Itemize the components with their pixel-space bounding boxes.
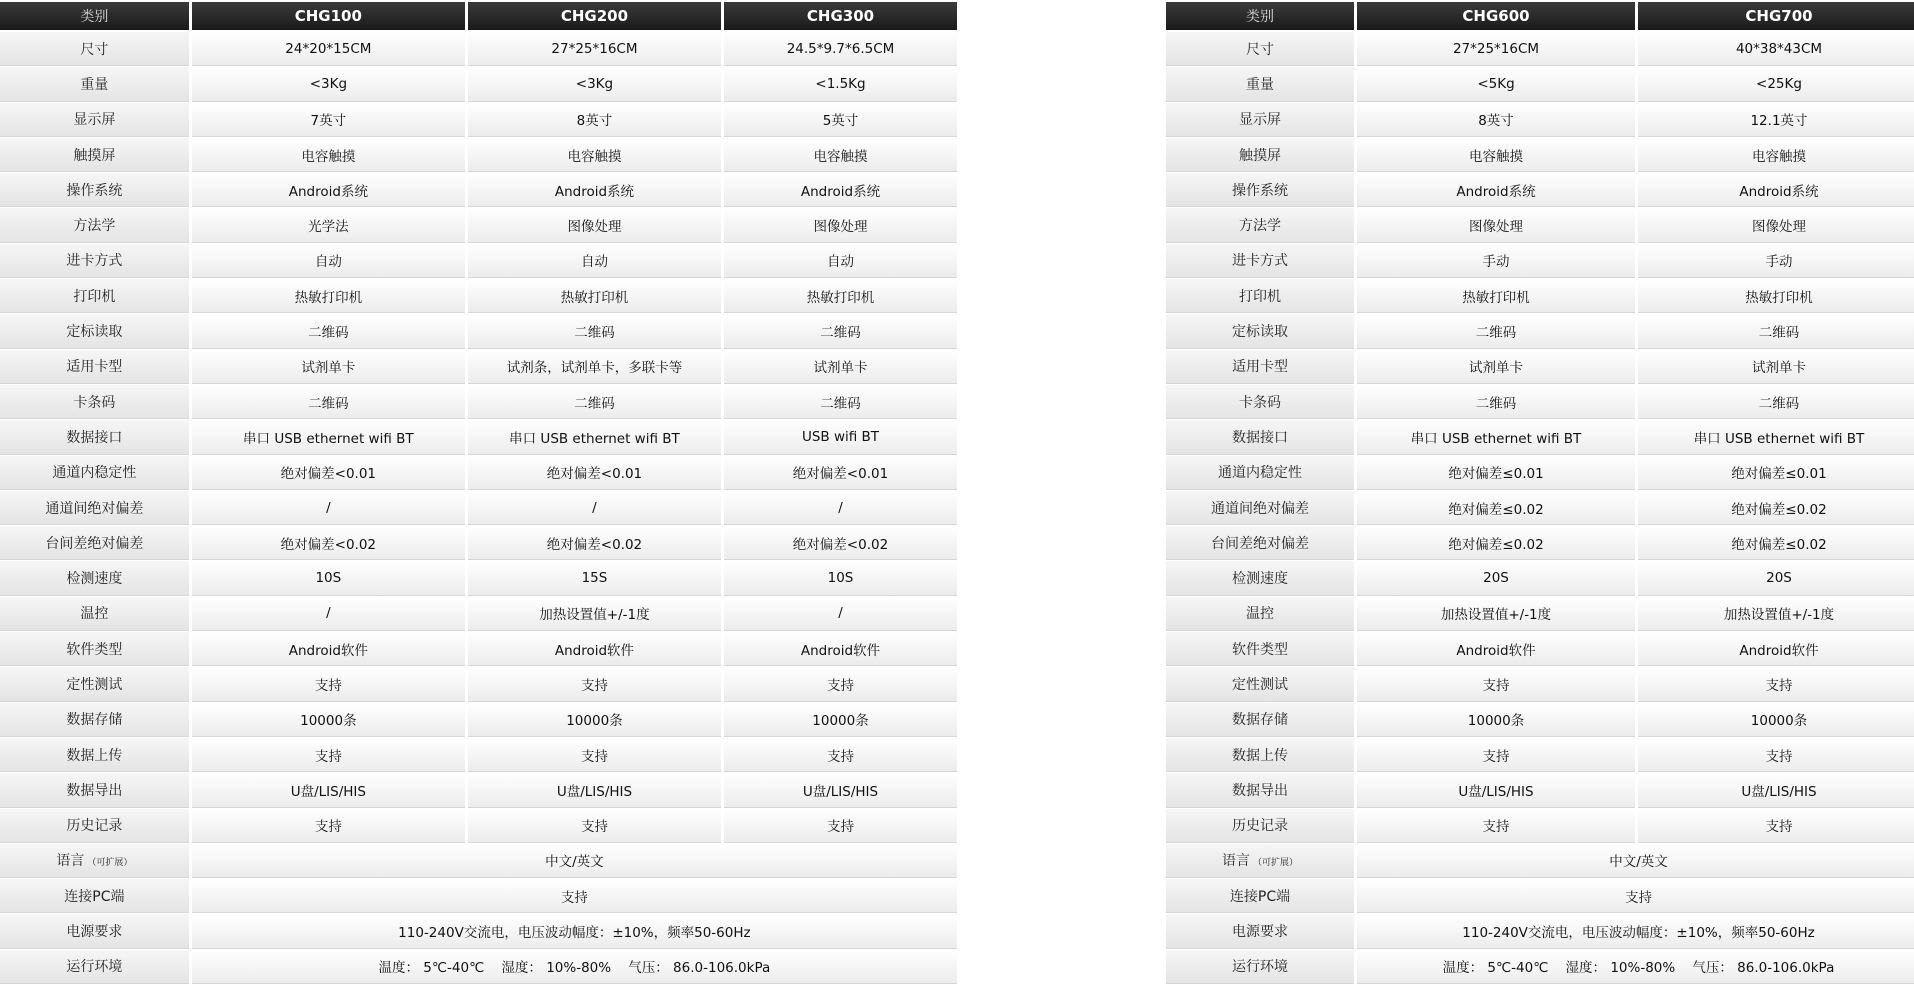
spec-label [0,914,189,947]
spec-row [1166,561,1914,594]
spec-value: 支持 [468,809,721,842]
spec-row [1166,138,1914,171]
model-header: CHG200 [468,2,721,30]
spec-value: 加热设置值+/-1度 [1638,597,1914,630]
spec-row [1166,244,1914,277]
spec-row [1166,738,1914,771]
spec-row [0,32,957,65]
spec-row [0,597,957,630]
spec-label: 适用卡型 [0,350,189,383]
model-header: CHG600 [1357,2,1635,30]
spec-label: 打印机 [1166,279,1354,312]
spec-row-merged [0,879,957,912]
spec-label: 操作系统 [0,173,189,206]
spec-row-merged [0,950,957,983]
spec-value: 支持 [192,667,465,700]
spec-value: 二维码 [468,314,721,347]
spec-row [0,138,957,171]
spec-value: Android系统 [1638,173,1914,206]
spec-label-text: 语言 [56,853,85,870]
spec-value: 支持 [724,809,957,842]
spec-row [0,244,957,277]
spec-label: 尺寸 [1166,32,1354,65]
spec-value: 热敏打印机 [192,279,465,312]
spec-value: 24*20*15CM [192,32,465,65]
spec-value: 二维码 [1638,314,1914,347]
spec-row [1166,809,1914,842]
spec-row-merged [1166,914,1914,947]
spec-label: 数据上传 [0,738,189,771]
spec-label-note: （可扩展） [87,858,133,869]
spec-value: 10000条 [1638,703,1914,736]
spec-value: 10S [724,561,957,594]
spec-row [1166,703,1914,736]
spec-label: 打印机 [0,279,189,312]
spec-value: 二维码 [1357,385,1635,418]
spec-value: 20S [1638,561,1914,594]
spec-row [0,738,957,771]
spec-row [1166,420,1914,453]
spec-value: 电容触摸 [724,138,957,171]
spec-value: Android软件 [724,632,957,665]
spec-label: 进卡方式 [0,244,189,277]
spec-value: 自动 [468,244,721,277]
spec-value: 绝对偏差<0.01 [724,456,957,489]
spec-row [0,279,957,312]
spec-value: Android系统 [724,173,957,206]
spec-label: 通道内稳定性 [1166,456,1354,489]
spec-row-merged [0,914,957,947]
spec-value: U盘/LIS/HIS [468,773,721,806]
spec-label: 触摸屏 [0,138,189,171]
spec-label: 适用卡型 [1166,350,1354,383]
spec-label: 通道间绝对偏差 [1166,491,1354,524]
spec-table-right [1163,0,1914,985]
spec-label: 触摸屏 [1166,138,1354,171]
spec-value: 8英寸 [468,103,721,136]
spec-row [0,385,957,418]
spec-value: 试剂条，试剂单卡，多联卡等 [468,350,721,383]
spec-value: 二维码 [192,385,465,418]
spec-row [1166,456,1914,489]
spec-value: 5英寸 [724,103,957,136]
spec-value: 手动 [1357,244,1635,277]
spec-value: Android软件 [1638,632,1914,665]
spec-value: 串口 USB ethernet wifi BT [1357,420,1635,453]
spec-value: 电容触摸 [192,138,465,171]
spec-value: 二维码 [724,385,957,418]
spec-value: 绝对偏差<0.02 [724,526,957,559]
spec-value: 串口 USB ethernet wifi BT [1638,420,1914,453]
spec-value: 10000条 [468,703,721,736]
spec-value: 光学法 [192,208,465,241]
spec-label-text: 语言 [1221,853,1250,870]
spec-value: 绝对偏差<0.01 [468,456,721,489]
spec-label: 数据导出 [1166,773,1354,806]
spec-value: U盘/LIS/HIS [724,773,957,806]
spec-value: 绝对偏差<0.02 [192,526,465,559]
spec-value: 绝对偏差≤0.02 [1638,491,1914,524]
spec-value: <3Kg [192,67,465,100]
spec-row-merged [1166,950,1914,983]
spec-value: 支持 [1357,667,1635,700]
spec-row [0,420,957,453]
spec-value: 串口 USB ethernet wifi BT [468,420,721,453]
spec-label: 历史记录 [1166,809,1354,842]
spec-row [1166,208,1914,241]
spec-value: 绝对偏差<0.01 [192,456,465,489]
spec-value: 20S [1357,561,1635,594]
spec-row [1166,526,1914,559]
spec-label: 定性测试 [0,667,189,700]
spec-value: 27*25*16CM [1357,32,1635,65]
spec-label-text: 连接PC端 [64,888,125,905]
spec-row [0,809,957,842]
spec-label [1166,879,1354,912]
spec-value: U盘/LIS/HIS [1357,773,1635,806]
category-header: 类别 [0,2,189,30]
spec-row [1166,632,1914,665]
spec-value: 串口 USB ethernet wifi BT [192,420,465,453]
spec-row [1166,314,1914,347]
spec-value: Android系统 [1357,173,1635,206]
spec-row [0,667,957,700]
spec-value: 支持 [468,738,721,771]
spec-value: 12.1英寸 [1638,103,1914,136]
spec-value: 热敏打印机 [468,279,721,312]
spec-label: 进卡方式 [1166,244,1354,277]
spec-value: 图像处理 [724,208,957,241]
spec-value: 绝对偏差≤0.02 [1638,526,1914,559]
spec-value: 图像处理 [1357,208,1635,241]
spec-value: 支持 [1638,738,1914,771]
spec-label: 定标读取 [0,314,189,347]
spec-label [0,950,189,983]
spec-row [0,314,957,347]
spec-value-merged: 支持 [1357,879,1914,912]
spec-value: 试剂单卡 [724,350,957,383]
spec-row [0,703,957,736]
spec-label: 台间差绝对偏差 [1166,526,1354,559]
spec-label: 通道内稳定性 [0,456,189,489]
spec-value: 试剂单卡 [192,350,465,383]
spec-value: 10000条 [724,703,957,736]
spec-label: 卡条码 [1166,385,1354,418]
spec-label: 卡条码 [0,385,189,418]
model-header: CHG300 [724,2,957,30]
spec-value: Android系统 [468,173,721,206]
spec-label: 温控 [1166,597,1354,630]
spec-value: 手动 [1638,244,1914,277]
spec-value: 加热设置值+/-1度 [1357,597,1635,630]
spec-value: / [192,491,465,524]
spec-label: 台间差绝对偏差 [0,526,189,559]
spec-value: 27*25*16CM [468,32,721,65]
spec-value: 热敏打印机 [1638,279,1914,312]
spec-value: 支持 [724,738,957,771]
spec-row [0,632,957,665]
spec-value: 10000条 [192,703,465,736]
spec-label [0,879,189,912]
spec-value: Android软件 [1357,632,1635,665]
spec-value: 图像处理 [1638,208,1914,241]
spec-value: 图像处理 [468,208,721,241]
spec-value: 10000条 [1357,703,1635,736]
spec-value: 15S [468,561,721,594]
spec-value: 二维码 [468,385,721,418]
spec-label: 检测速度 [0,561,189,594]
spec-row [0,561,957,594]
model-header: CHG100 [192,2,465,30]
spec-value: 电容触摸 [1357,138,1635,171]
spec-value: 支持 [1357,738,1635,771]
spec-row [1166,773,1914,806]
spec-value: 试剂单卡 [1357,350,1635,383]
spec-value: 支持 [1638,667,1914,700]
spec-value: 热敏打印机 [1357,279,1635,312]
spec-value: 绝对偏差≤0.02 [1357,491,1635,524]
spec-value: 10S [192,561,465,594]
spec-label: 数据上传 [1166,738,1354,771]
spec-label: 重量 [0,67,189,100]
spec-table-left [0,0,960,985]
spec-value: / [468,491,721,524]
spec-value: <3Kg [468,67,721,100]
spec-label: 定标读取 [1166,314,1354,347]
spec-row [0,350,957,383]
spec-value-merged: 110-240V交流电，电压波动幅度：±10%，频率50-60Hz [192,914,957,947]
spec-value: 绝对偏差≤0.01 [1638,456,1914,489]
spec-value: 40*38*43CM [1638,32,1914,65]
spec-label: 操作系统 [1166,173,1354,206]
category-header: 类别 [1166,2,1354,30]
spec-row-merged [1166,879,1914,912]
spec-row [1166,667,1914,700]
model-header: CHG700 [1638,2,1914,30]
spec-value: 二维码 [724,314,957,347]
spec-value: 24.5*9.7*6.5CM [724,32,957,65]
spec-value: <5Kg [1357,67,1635,100]
header-row [0,2,957,30]
spec-value: Android软件 [192,632,465,665]
spec-value: 支持 [192,809,465,842]
spec-label [0,844,189,877]
spec-label: 尺寸 [0,32,189,65]
spec-label: 方法学 [1166,208,1354,241]
spec-value: 二维码 [1357,314,1635,347]
spec-label [1166,914,1354,947]
spec-value: 支持 [192,738,465,771]
spec-label: 数据接口 [0,420,189,453]
spec-value: 绝对偏差≤0.02 [1357,526,1635,559]
spec-label: 数据存储 [1166,703,1354,736]
spec-label-text: 运行环境 [1232,959,1288,976]
spec-row [1166,67,1914,100]
spec-label: 数据存储 [0,703,189,736]
spec-value: 二维码 [1638,385,1914,418]
spec-value: / [724,597,957,630]
spec-label [1166,844,1354,877]
spec-value: / [192,597,465,630]
spec-row [1166,350,1914,383]
spec-label-text: 电源要求 [1232,924,1288,941]
spec-label-text: 运行环境 [66,959,123,976]
spec-row [0,491,957,524]
spec-value: U盘/LIS/HIS [192,773,465,806]
spec-row [0,103,957,136]
spec-value: / [724,491,957,524]
spec-value: 电容触摸 [1638,138,1914,171]
spec-row [1166,597,1914,630]
spec-value: U盘/LIS/HIS [1638,773,1914,806]
spec-label: 数据接口 [1166,420,1354,453]
spec-value: 7英寸 [192,103,465,136]
header-row [1166,2,1914,30]
spec-value: 热敏打印机 [724,279,957,312]
spec-value: 试剂单卡 [1638,350,1914,383]
spec-label: 数据导出 [0,773,189,806]
spec-value: 自动 [724,244,957,277]
spec-value: USB wifi BT [724,420,957,453]
spec-row [0,526,957,559]
spec-value: <1.5Kg [724,67,957,100]
spec-row-merged [0,844,957,877]
spec-value: 支持 [1638,809,1914,842]
spec-label: 历史记录 [0,809,189,842]
spec-value: 支持 [1357,809,1635,842]
spec-value: 绝对偏差≤0.01 [1357,456,1635,489]
spec-value: <25Kg [1638,67,1914,100]
spec-label: 软件类型 [0,632,189,665]
spec-value: 二维码 [192,314,465,347]
spec-row [1166,173,1914,206]
spec-row [1166,103,1914,136]
spec-row [0,456,957,489]
spec-value: 绝对偏差<0.02 [468,526,721,559]
spec-label: 重量 [1166,67,1354,100]
spec-label: 温控 [0,597,189,630]
spec-value: 支持 [468,667,721,700]
spec-label: 显示屏 [1166,103,1354,136]
spec-value: Android系统 [192,173,465,206]
spec-value-merged: 中文/英文 [192,844,957,877]
spec-label: 显示屏 [0,103,189,136]
spec-row [1166,385,1914,418]
spec-value-merged: 温度： 5℃-40℃ 湿度： 10%-80% 气压： 86.0-106.0kPa [192,950,957,983]
spec-row [0,67,957,100]
spec-label [1166,950,1354,983]
spec-value: 支持 [724,667,957,700]
spec-value: Android软件 [468,632,721,665]
spec-label-text: 电源要求 [66,924,123,941]
spec-label: 通道间绝对偏差 [0,491,189,524]
spec-value: 8英寸 [1357,103,1635,136]
spec-row [0,773,957,806]
spec-value-merged: 中文/英文 [1357,844,1914,877]
spec-value-merged: 支持 [192,879,957,912]
spec-value: 自动 [192,244,465,277]
spec-row [0,173,957,206]
spec-row [0,208,957,241]
spec-value: 电容触摸 [468,138,721,171]
spec-row [1166,491,1914,524]
spec-row [1166,279,1914,312]
spec-label: 定性测试 [1166,667,1354,700]
spec-row-merged [1166,844,1914,877]
spec-value-merged: 110-240V交流电，电压波动幅度：±10%，频率50-60Hz [1357,914,1914,947]
spec-label: 方法学 [0,208,189,241]
spec-label-text: 连接PC端 [1229,888,1291,905]
spec-label: 软件类型 [1166,632,1354,665]
spec-label: 检测速度 [1166,561,1354,594]
spec-value-merged: 温度： 5℃-40℃ 湿度： 10%-80% 气压： 86.0-106.0kPa [1357,950,1914,983]
spec-row [1166,32,1914,65]
spec-label-note: （可扩展） [1252,858,1298,869]
spec-value: 加热设置值+/-1度 [468,597,721,630]
